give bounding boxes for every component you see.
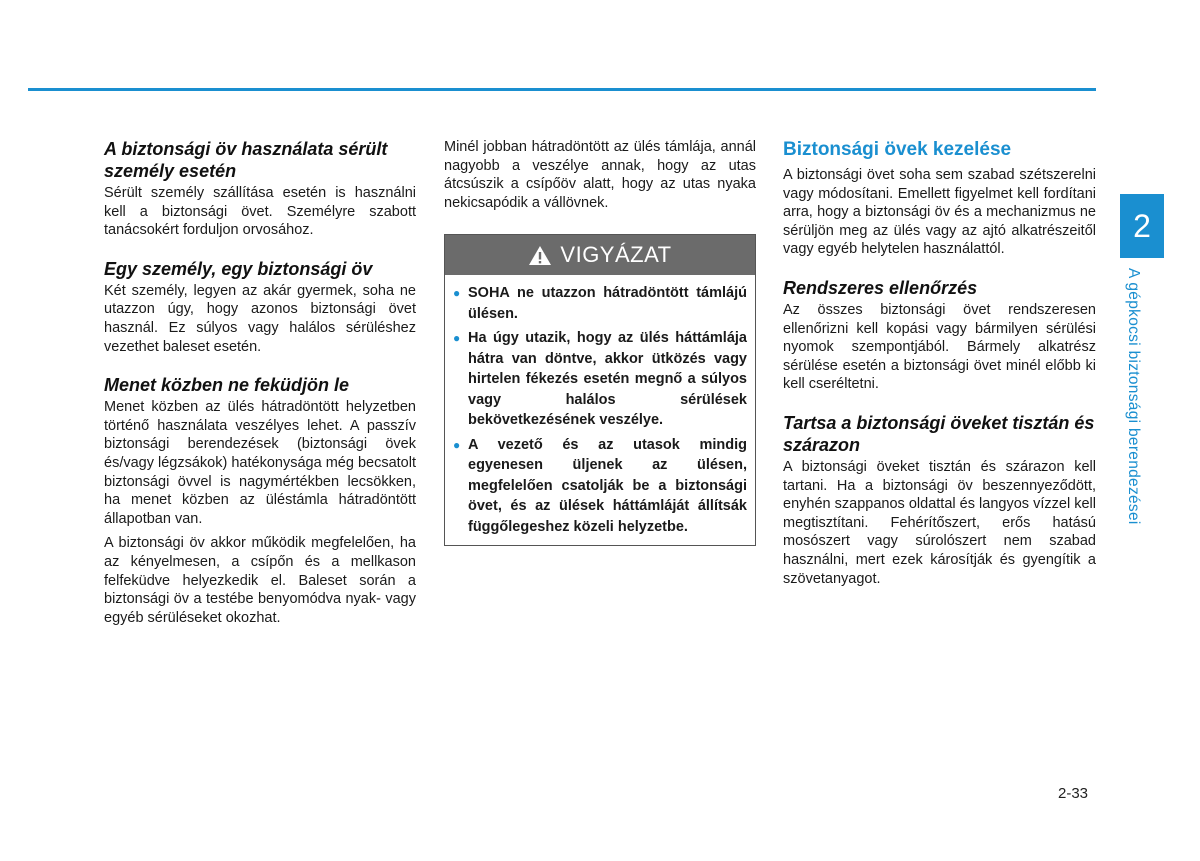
- section-title-regular-check: Rendszeres ellenőrzés: [783, 277, 978, 298]
- paragraph-do-not-lie-down-1: Menet közben az ülés hátradöntött helyzetben történő használata veszélyes lehet. A passzív biztonsági berendezések (biztonsági övek és/vagy légzsákok) hatékonysága még becsatolt biztonsági övvel is nagymértékben lecsökken, ha menet közben az üléstámla hátradöntött állapotban van.: [104, 399, 416, 527]
- bullet-icon: ●: [453, 331, 461, 346]
- warning-triangle-icon: [528, 245, 552, 266]
- header-rule: [28, 88, 1096, 91]
- chapter-title: A gépkocsi biztonsági berendezései: [1125, 268, 1142, 525]
- warning-item: ● Ha úgy utazik, hogy az ülés háttámlája hátra van döntve, akkor ütközés vagy hirtelen fékezés esetén megnő a súlyos vagy halálos sérülések bekövetkezésének veszélye.: [453, 330, 747, 429]
- warning-item: ● SOHA ne utazzon hátradöntött támlájú ülésen.: [453, 285, 747, 322]
- warning-list: [445, 275, 755, 545]
- section-title-one-person-one-belt: Egy személy, egy biztonsági öv: [104, 258, 373, 279]
- paragraph-one-person-one-belt: Két személy, legyen az akár gyermek, soha ne utazzon úgy, hogy azonos biztonsági övet használ. Ez súlyos vagy halálos sérüléshez vezethet baleset esetén.: [104, 282, 416, 355]
- section-heading-belt-handling: Biztonsági övek kezelése: [783, 139, 1012, 160]
- warning-header: [445, 235, 755, 275]
- paragraph-keep-clean: A biztonsági öveket tisztán és szárazon kell tartani. Ha a biztonsági öv beszennyeződött, enyhén szappanos oldattal és langyos vízzel kell megtisztítani. Fehérítőszert, erős hatású mosószert vagy súrolószert nem szabad használni, mert ezek károsítják és gyengítik a szövetanyagot.: [783, 458, 1096, 587]
- section-title-injured-person: A biztonsági öv használata sérült személy esetén: [104, 139, 388, 181]
- section-title-do-not-lie-down: Menet közben ne feküdjön le: [104, 375, 350, 396]
- chapter-tab: 2: [1120, 194, 1164, 258]
- warning-item: ● A vezető és az utasok mindig egyenesen üljenek az ülésen, megfelelően csatolják be a biztonsági övet, és az ülések háttámláját állítsák függőlegeshez közeli helyzetbe.: [453, 436, 747, 535]
- warning-box: [444, 234, 756, 546]
- paragraph-regular-check: Az összes biztonsági övet rendszeresen ellenőrizni kell kopási vagy bármilyen sérülési nyomok szempontjából. Bármely alkatrész sérülése esetén a biztonsági övet minél előbb ki kell cseréltetni.: [783, 301, 1096, 393]
- column-right: [783, 138, 1096, 588]
- paragraph-injured-person: Sérült személy szállítása esetén is használni kell a biztonsági övet. Személyre szabott tanácsokért forduljon orvosához.: [104, 185, 416, 239]
- warning-title: VIGYÁZAT: [560, 242, 672, 268]
- page-number: 2-33: [1058, 785, 1089, 802]
- bullet-icon: ●: [453, 286, 461, 301]
- paragraph-belt-handling: A biztonsági övet soha sem szabad szétszerelni vagy módosítani. Emellett figyelmet kell fordítani arra, hogy a biztonsági öv és a mechanizmus ne sérüljön meg az ülés vagy az ajtó alkatrészeitől vagy egyéb helytelen használattól.: [783, 167, 1096, 258]
- column-middle: [444, 138, 756, 546]
- column-left: [104, 138, 416, 627]
- paragraph-do-not-lie-down-2: A biztonsági öv akkor működik megfelelően, ha az kényelmesen, a csípőn és a mellkason felfeküdve helyezkedik el. Baleset során a biztonsági öv a testébe benyomódva nyak- vagy egyéb sérüléseket okozhat.: [104, 535, 416, 626]
- bullet-icon: ●: [453, 437, 461, 452]
- paragraph-reclined-seat: Minél jobban hátradöntött az ülés támlája, annál nagyobb a veszélye annak, hogy az utas átcsúszik a csípőöv alatt, hogy az utas nyaka nekicsapódik a vállövnek.: [444, 139, 756, 211]
- section-title-keep-clean: Tartsa a biztonsági öveket tisztán és szárazon: [783, 412, 1095, 455]
